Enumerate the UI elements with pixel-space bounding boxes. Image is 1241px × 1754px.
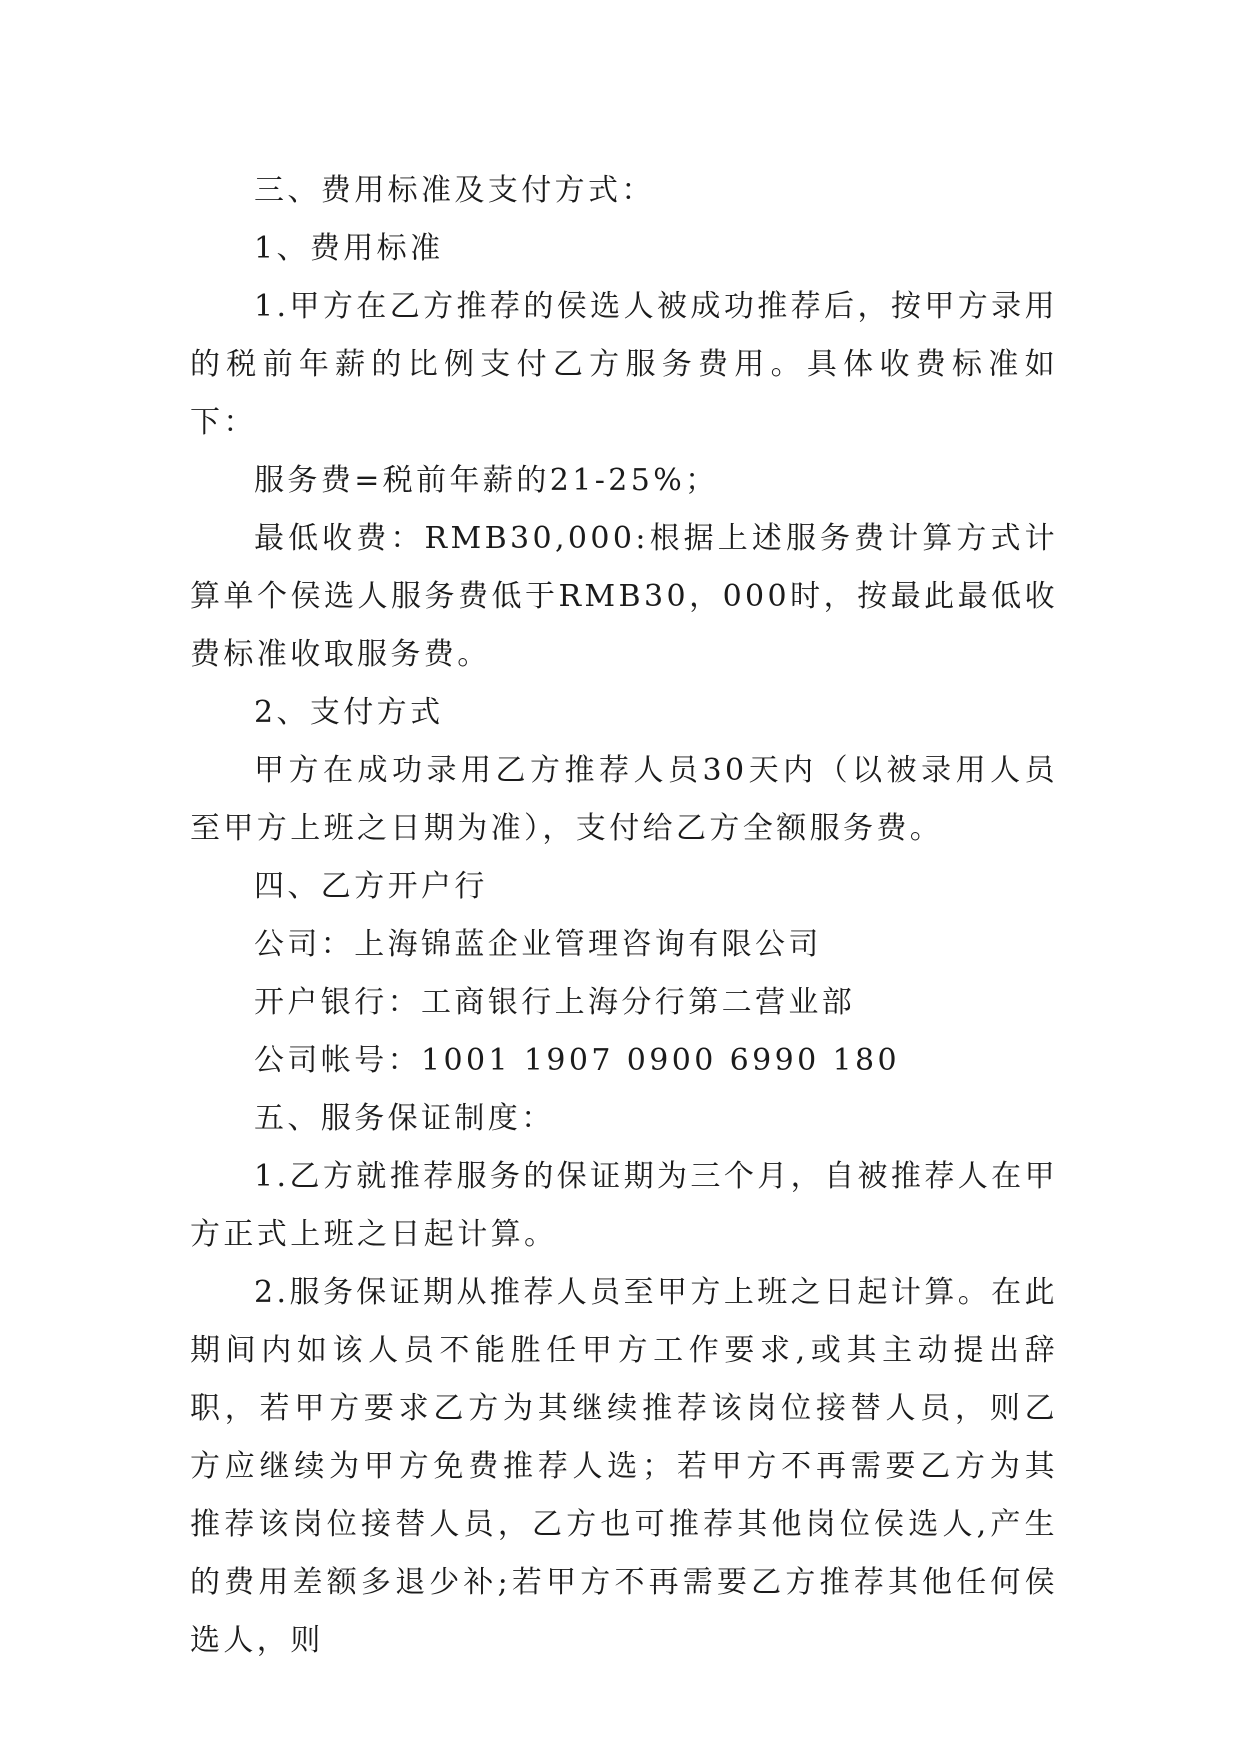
section-heading-bank: 四、乙方开户行 [254,869,488,904]
paragraph-bank-name: 开户银行：工商银行上海分行第二营业部 [254,985,856,1020]
paragraph-company-name: 公司：上海锦蓝企业管理咨询有限公司 [254,927,822,962]
paragraph-guarantee-period: 1.乙方就推荐服务的保证期为三个月，自被推荐人在甲方正式上班之日起计算。 [190,1159,1058,1252]
paragraph-guarantee-terms: 2.服务保证期从推荐人员至甲方上班之日起计算。在此期间内如该人员不能胜任甲方工作要求,或其主动提出辞职，若甲方要求乙方为其继续推荐该岗位接替人员，则乙方应继续为甲方免费推荐人选；若甲方不再需要乙方为其推荐该岗位接替人员，乙方也可推荐其他岗位侯选人,产生的费用差额多退少补;若甲方不再需要乙方推荐其他任何侯选人，则 [190,1275,1058,1658]
subheading-fee-standard: 1、费用标准 [254,231,444,266]
paragraph-payment-terms: 甲方在成功录用乙方推荐人员30天内（以被录用人员至甲方上班之日期为准），支付给乙方全额服务费。 [190,753,1058,846]
section-heading-fees: 三、费用标准及支付方式： [254,173,655,208]
section-heading-guarantee: 五、服务保证制度： [254,1101,555,1136]
paragraph-service-fee-rate: 服务费=税前年薪的21-25%； [254,463,719,498]
paragraph-fee-basis: 1.甲方在乙方推荐的侯选人被成功推荐后，按甲方录用的税前年薪的比例支付乙方服务费用。具体收费标准如下： [190,289,1058,440]
subheading-payment-method: 2、支付方式 [254,695,444,730]
document-page [190,162,1058,1670]
paragraph-minimum-fee: 最低收费：RMB30,000:根据上述服务费计算方式计算单个侯选人服务费低于RMB30，000时，按最此最低收费标准收取服务费。 [190,521,1058,672]
paragraph-account-number: 公司帐号：1001 1907 0900 6990 180 [254,1043,900,1078]
